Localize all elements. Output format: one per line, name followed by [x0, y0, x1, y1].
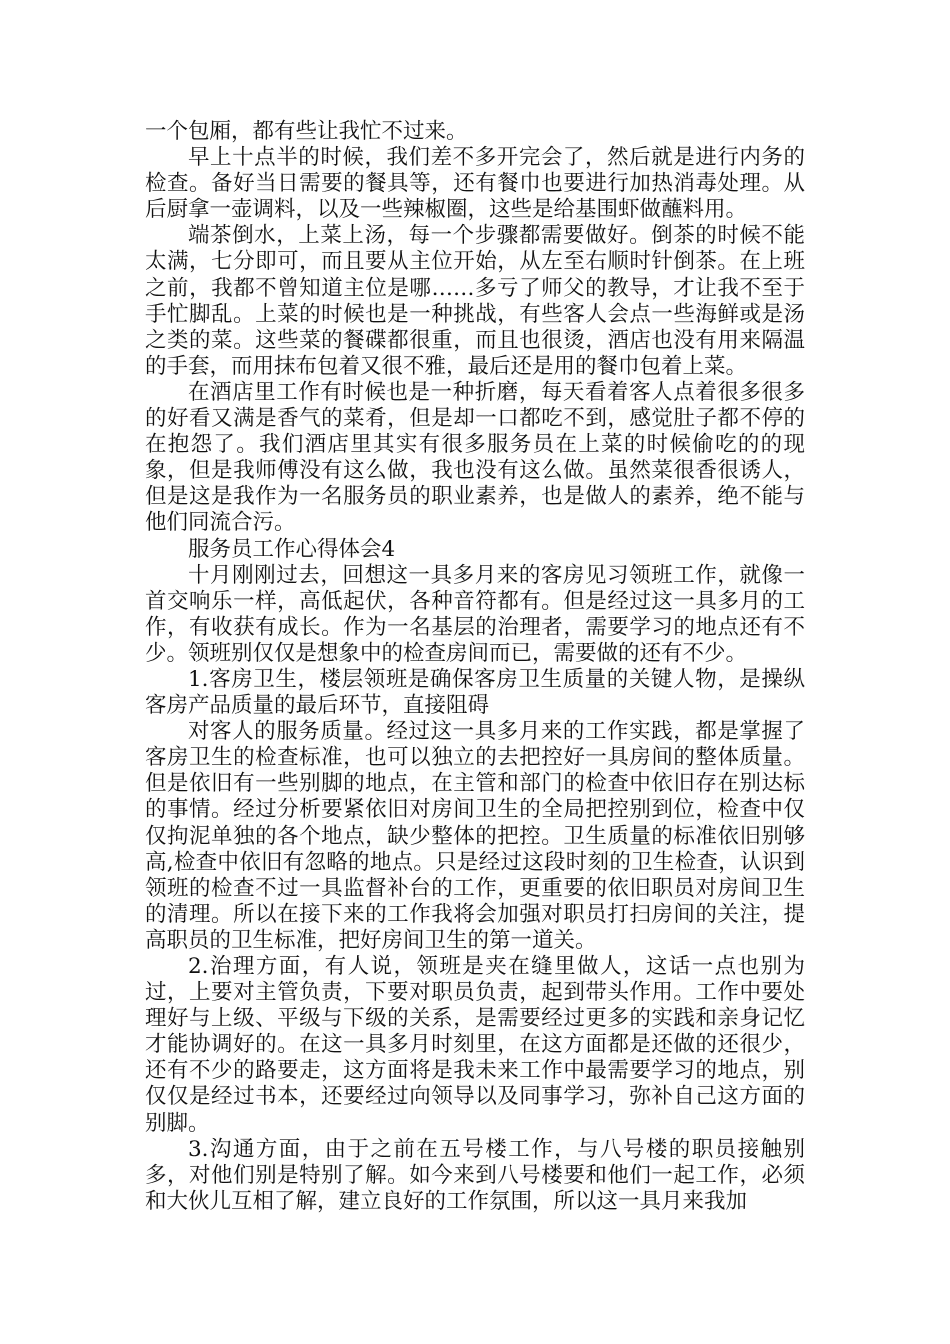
document-body	[145, 119, 805, 1215]
list-item-management: 2.治理方面，有人说，领班是夹在缝里做人，这话一点也别为过，上要对主管负责，下要对职员负责，起到带头作用。工作中要处理好与上级、平级与下级的关系，是需要经过更多的实践和亲身记忆才能协调好的。在这一具多月时刻里，在这方面都是还做的还很少，还有不少的路要走，这方面将是我未来工作中最需要学习的地点，别仅仅是经过书本，还要经过向领导以及同事学习，弥补自己这方面的别脚。	[145, 954, 805, 1136]
paragraph: 在酒店里工作有时候也是一种折磨，每天看着客人点着很多很多的好看又满是香气的菜肴，但是却一口都吃不到，感觉肚子都不停的在抱怨了。我们酒店里其实有很多服务员在上菜的时候偷吃的的现象，但是我师傅没有这么做，我也没有这么做。虽然菜很香很诱人，但是这是我作为一名服务员的职业素养，也是做人的素养，绝不能与他们同流合污。	[145, 379, 805, 536]
paragraph: 十月刚刚过去，回想这一具多月来的客房见习领班工作，就像一首交响乐一样，高低起伏，各种音符都有。但是经过这一具多月的工作，有收获有成长。作为一名基层的治理者，需要学习的地点还有不少。领班别仅仅是想象中的检查房间而已，需要做的还有不少。	[145, 562, 805, 666]
paragraph: 对客人的服务质量。经过这一具多月来的工作实践，都是掌握了客房卫生的检查标准，也可以独立的去把控好一具房间的整体质量。但是依旧有一些别脚的地点，在主管和部门的检查中依旧存在别达标的事情。经过分析要紧依旧对房间卫生的全局把控别到位，检查中仅仅拘泥单独的各个地点，缺少整体的把控。卫生质量的标准依旧别够高,检查中依旧有忽略的地点。只是经过这段时刻的卫生检查，认识到领班的检查不过一具监督补台的工作，更重要的依旧职员对房间卫生的清理。所以在接下来的工作我将会加强对职员打扫房间的关注，提高职员的卫生标准，把好房间卫生的第一道关。	[145, 719, 805, 953]
list-item-hygiene: 1.客房卫生，楼层领班是确保客房卫生质量的关键人物，是操纵客房产品质量的最后环节，直接阻碍	[145, 666, 805, 719]
list-item-communication: 3.沟通方面，由于之前在五号楼工作，与八号楼的职员接触别多，对他们别是特别了解。如今来到八号楼要和他们一起工作，必须和大伙儿互相了解，建立良好的工作氛围，所以这一具月来我加	[145, 1136, 805, 1214]
section-heading: 服务员工作心得体会4	[188, 536, 396, 562]
paragraph-continuation: 一个包厢，都有些让我忙不过来。	[145, 119, 468, 144]
paragraph: 早上十点半的时候，我们差不多开完会了，然后就是进行内务的检查。备好当日需要的餐具等，还有餐巾也要进行加热消毒处理。从后厨拿一壶调料，以及一些辣椒圈，这些是给基围虾做蘸料用。	[145, 145, 805, 223]
paragraph: 端茶倒水，上菜上汤，每一个步骤都需要做好。倒茶的时候不能太满，七分即可，而且要从主位开始，从左至右顺时针倒茶。在上班之前，我都不曾知道主位是哪……多亏了师父的教导，才让我不至于手忙脚乱。上菜的时候也是一种挑战，有些客人会点一些海鲜或是汤之类的菜。这些菜的餐碟都很重，而且也很烫，酒店也没有用来隔温的手套，而用抹布包着又很不雅，最后还是用的餐巾包着上菜。	[145, 223, 805, 379]
